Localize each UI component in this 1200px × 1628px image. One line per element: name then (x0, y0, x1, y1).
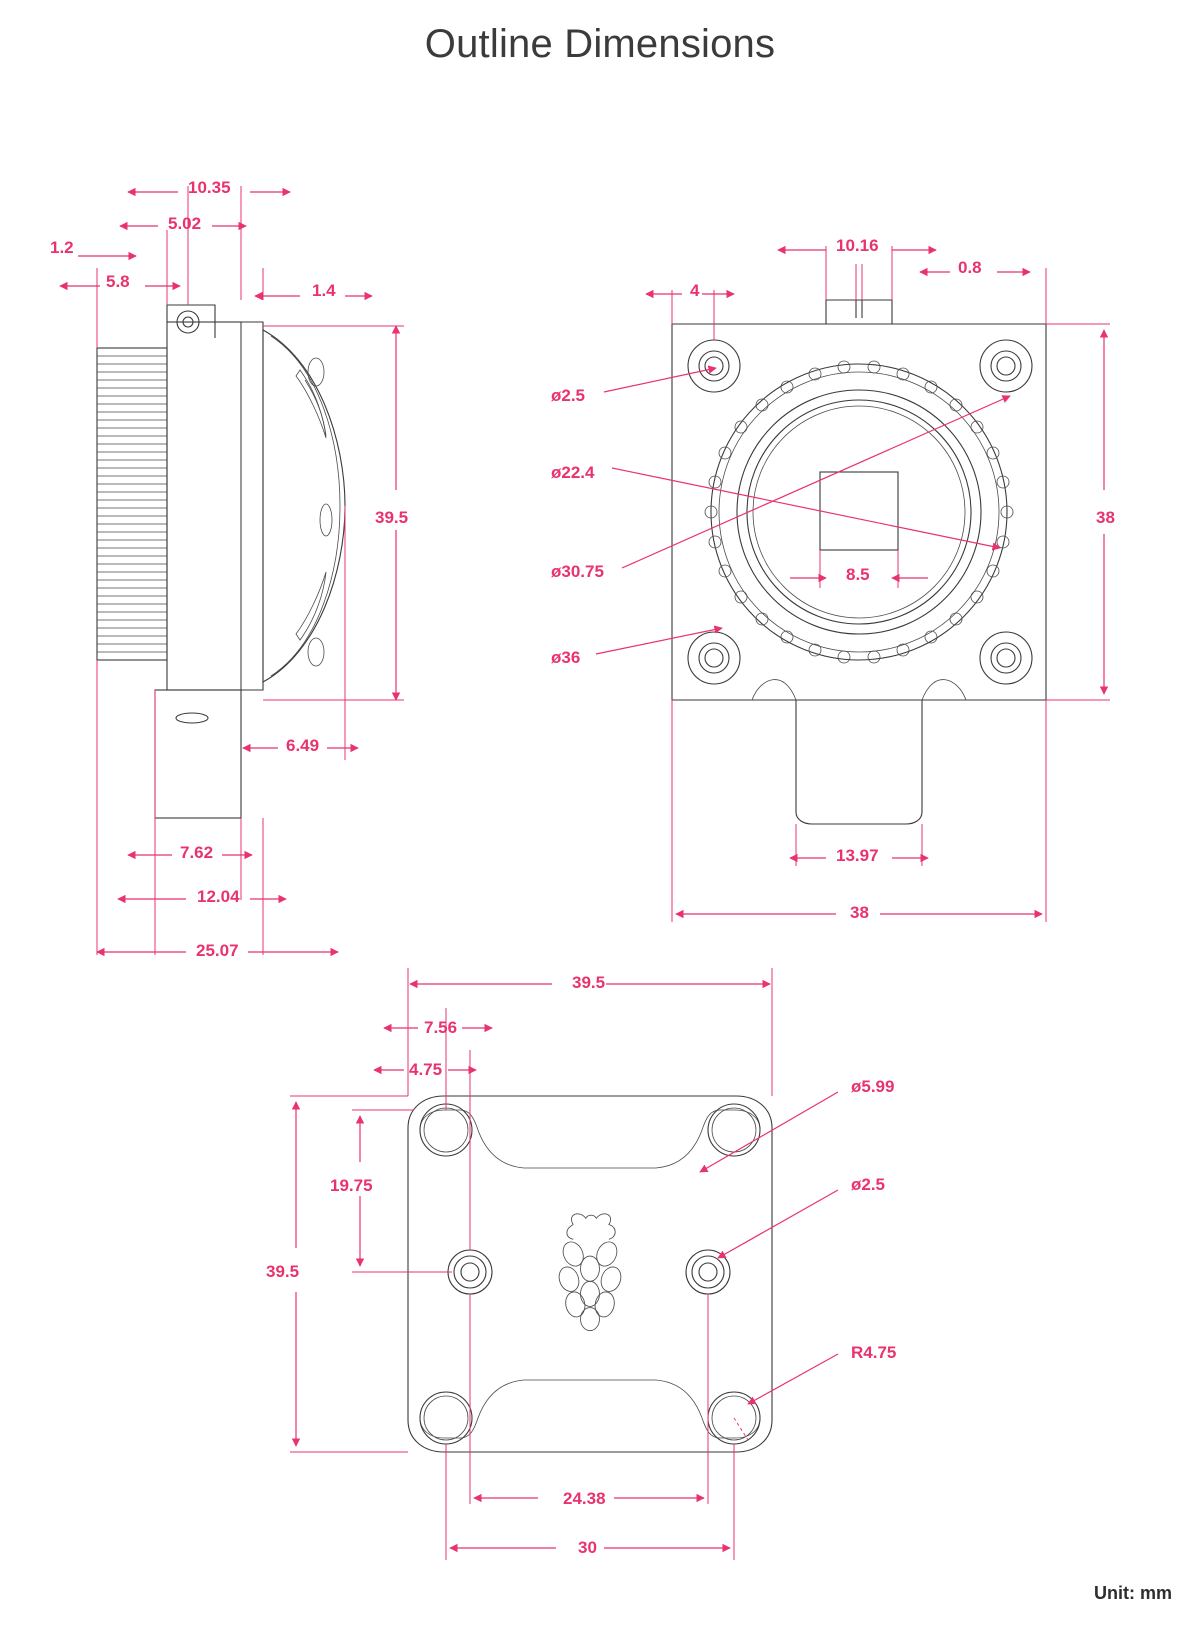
dimension-label: ø30.75 (551, 562, 604, 581)
dimension-label: 10.35 (188, 178, 231, 197)
dimension-label: 19.75 (330, 1176, 373, 1195)
dimension-label: 1.2 (50, 238, 74, 257)
dimension-label: 25.07 (196, 941, 239, 960)
dimension-label: ø2.5 (551, 386, 586, 405)
dimension-label: 38 (850, 903, 869, 922)
dimension-label: ø2.5 (851, 1175, 886, 1194)
dimension-label: 7.56 (424, 1018, 458, 1037)
dimension-label: 39.5 (572, 973, 606, 992)
dimension-label: ø5.99 (851, 1077, 895, 1096)
front-view-geometry (672, 300, 1046, 824)
dimension-label: 12.04 (197, 887, 240, 906)
dimension-label: 13.97 (836, 846, 879, 865)
raspberry-logo (556, 1214, 624, 1331)
dimension-label: 10.16 (836, 236, 879, 255)
dimension-label: 5.8 (106, 272, 130, 291)
back-view-dimensions (290, 968, 838, 1560)
dimension-label: ø22.4 (551, 463, 595, 482)
dimension-label: 0.8 (958, 258, 982, 277)
dimension-label: 7.62 (180, 843, 214, 862)
dimension-label: 38 (1096, 508, 1115, 527)
dimension-label: 24.38 (563, 1489, 606, 1508)
dimension-label: R4.75 (851, 1343, 897, 1362)
dimension-label: 8.5 (846, 565, 870, 584)
dimension-label: 1.4 (312, 281, 336, 300)
dimension-label: 5.02 (168, 214, 202, 233)
dimension-label: 6.49 (286, 736, 320, 755)
unit-note: Unit: mm (1094, 1583, 1172, 1603)
dimension-label: 39.5 (375, 508, 409, 527)
dimension-label: 39.5 (266, 1262, 300, 1281)
dimension-label: ø36 (551, 648, 581, 667)
back-view-geometry (408, 1096, 772, 1452)
dimension-label: 4.75 (409, 1060, 443, 1079)
dimension-label: 4 (690, 281, 700, 300)
dimension-label: 30 (578, 1538, 597, 1557)
side-view-dimensions (60, 186, 404, 955)
page-title: Outline Dimensions (424, 22, 776, 66)
